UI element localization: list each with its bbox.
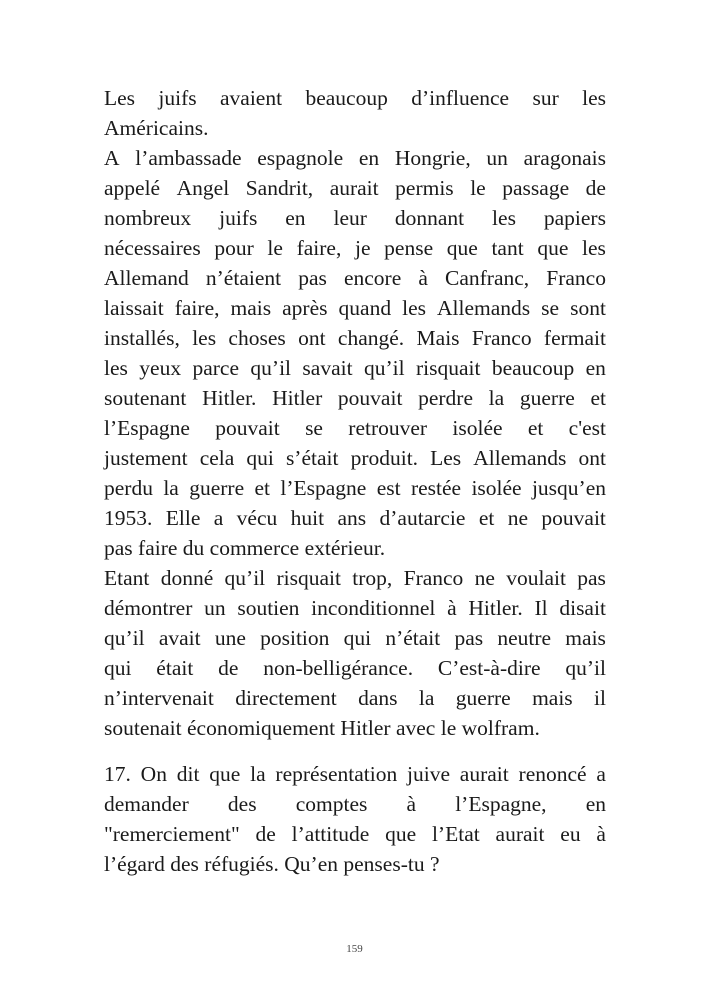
word: d’influence (411, 86, 510, 110)
word: fermait (543, 326, 606, 350)
word: de (255, 822, 276, 846)
word: Hitler (272, 386, 323, 410)
word: renoncé (518, 762, 587, 786)
word: c'est (568, 416, 606, 440)
word: les (582, 236, 606, 260)
word: parce (192, 356, 240, 380)
word: espagnole (257, 146, 344, 170)
word: pas (577, 566, 606, 590)
word: qui (343, 626, 372, 650)
page-body (104, 83, 606, 879)
word: les (104, 356, 128, 380)
word: la (163, 476, 179, 500)
word: d’autarcie (379, 506, 466, 530)
word: juive (407, 762, 450, 786)
word: n’étaient (205, 266, 282, 290)
word: On (140, 762, 167, 786)
word: juifs (158, 86, 197, 110)
word: les (192, 326, 217, 350)
word: guerre (519, 386, 575, 410)
word: savait (302, 356, 353, 380)
word: Hongrie, (394, 146, 471, 170)
word: retrouver (348, 416, 428, 440)
text-line (104, 443, 606, 473)
text-line (104, 819, 606, 849)
word: la (488, 386, 505, 410)
word: en (585, 792, 606, 816)
text-line (104, 323, 606, 353)
word: et (590, 386, 606, 410)
word: huit (290, 506, 325, 530)
word: représentation (275, 762, 398, 786)
text-line (104, 503, 606, 533)
word: sont (570, 296, 606, 320)
word: papiers (543, 206, 606, 230)
word: l’Espagne (280, 476, 367, 500)
word: n’était (385, 626, 441, 650)
word: Allemand (104, 266, 189, 290)
word: en (285, 206, 306, 230)
word: aurait (495, 822, 545, 846)
word: à (406, 792, 417, 816)
text-line (104, 353, 606, 383)
word: guerre (189, 476, 245, 500)
word: encore (343, 266, 402, 290)
word: ne (507, 506, 529, 530)
word: nécessaires (104, 236, 201, 260)
text-line: soutenait économiquement Hitler avec le wolfram. (104, 716, 540, 740)
word: trop, (352, 566, 393, 590)
word: ont (298, 326, 326, 350)
word: Il (534, 596, 548, 620)
word: que (537, 236, 569, 260)
word: une (214, 626, 246, 650)
word: aragonais (523, 146, 606, 170)
word: choses (228, 326, 286, 350)
word: Angel (176, 176, 230, 200)
word: Hitler. (468, 596, 523, 620)
word: beaucoup (305, 86, 388, 110)
word: la (418, 686, 435, 710)
word: à (447, 596, 457, 620)
word: C’est-à-dire (437, 656, 541, 680)
word: se (305, 416, 323, 440)
word: isolée (452, 416, 503, 440)
text-line (104, 413, 606, 443)
word: et (478, 506, 495, 530)
word: les (582, 86, 606, 110)
word: pouvait (541, 506, 606, 530)
word: soutenant (104, 386, 187, 410)
word: produit. (350, 446, 419, 470)
text-line (104, 563, 606, 593)
word: appelé (104, 176, 161, 200)
word: 1953. (104, 506, 153, 530)
word: beaucoup (491, 356, 575, 380)
word: pouvait (215, 416, 280, 440)
word: n’intervenait (104, 686, 214, 710)
paragraph-3 (104, 563, 606, 743)
word: Etant (104, 566, 150, 590)
word: faire, (174, 296, 220, 320)
word: qui (104, 656, 132, 680)
word: a (213, 506, 224, 530)
word: juifs (219, 206, 258, 230)
text-line (104, 653, 606, 683)
word: les (492, 206, 516, 230)
text-line: l’égard des réfugiés. Qu’en penses-tu ? (104, 852, 440, 876)
word: passage (502, 176, 570, 200)
paragraph-1 (104, 83, 606, 143)
word: mais (532, 686, 573, 710)
word: qu’il (250, 356, 292, 380)
word: se (541, 296, 560, 320)
word: qui (246, 446, 274, 470)
word: à (418, 266, 428, 290)
word: l’Espagne (104, 416, 190, 440)
word: donné (160, 566, 214, 590)
word: pour (214, 236, 254, 260)
word: le (470, 176, 486, 200)
word: risquait (415, 356, 481, 380)
word: Allemands (437, 296, 531, 320)
word: je (354, 236, 371, 260)
word: installés, (104, 326, 180, 350)
word: voulait (506, 566, 566, 590)
paragraph-spacer (104, 743, 606, 759)
word: quand (338, 296, 392, 320)
question-17 (104, 759, 606, 879)
text-line (104, 143, 606, 173)
word: ne (474, 566, 495, 590)
word: Les (430, 446, 462, 470)
word: eu (560, 822, 581, 846)
word: donnant (394, 206, 465, 230)
text-line (104, 789, 606, 819)
word: à (596, 822, 606, 846)
text-line (104, 263, 606, 293)
word: pas (454, 626, 484, 650)
word: en (358, 146, 380, 170)
word: Franco (403, 566, 464, 590)
word: perdu (104, 476, 153, 500)
word: est (376, 476, 401, 500)
text-line (104, 623, 606, 653)
text-line: pas faire du commerce extérieur. (104, 536, 386, 560)
word: directement (235, 686, 337, 710)
word: un (204, 596, 226, 620)
word: avait (158, 626, 201, 650)
word: risquait (276, 566, 341, 590)
word: l’ambassade (135, 146, 242, 170)
word: des (227, 792, 257, 816)
word: un (486, 146, 508, 170)
word: inconditionnel (311, 596, 436, 620)
word: après (282, 296, 328, 320)
word: l’Espagne, (455, 792, 547, 816)
word: Franco (546, 266, 606, 290)
word: "remerciement" (104, 822, 240, 846)
text-line (104, 293, 606, 323)
word: aurait (459, 762, 509, 786)
word: faire, (296, 236, 342, 260)
word: pouvait (337, 386, 403, 410)
word: mais (565, 626, 606, 650)
text-line (104, 83, 606, 113)
word: était (156, 656, 194, 680)
word: Elle (165, 506, 201, 530)
word: Canfranc, (445, 266, 530, 290)
word: permis (395, 176, 454, 200)
word: et (254, 476, 270, 500)
word: yeux (139, 356, 182, 380)
word: restée (410, 476, 462, 500)
word: en (585, 356, 606, 380)
word: qu’il (104, 626, 145, 650)
word: disait (559, 596, 606, 620)
word: la (250, 762, 266, 786)
text-line (104, 173, 606, 203)
word: cela (199, 446, 235, 470)
word: de (585, 176, 606, 200)
word: s’était (285, 446, 339, 470)
text-line (104, 759, 606, 789)
word: Mais (416, 326, 460, 350)
word: jusqu’en (531, 476, 606, 500)
word: et (527, 416, 544, 440)
word: Franco (471, 326, 532, 350)
paragraph-2 (104, 143, 606, 563)
word: tant (491, 236, 524, 260)
word: que (209, 762, 241, 786)
word: que (385, 822, 417, 846)
word: aurait (329, 176, 379, 200)
word: qu’il (565, 656, 606, 680)
word: pas (298, 266, 327, 290)
word: vécu (236, 506, 278, 530)
text-line (104, 473, 606, 503)
word: perdre (418, 386, 473, 410)
text-line (104, 233, 606, 263)
word: qu’il (363, 356, 405, 380)
word: Hitler. (202, 386, 257, 410)
word: position (260, 626, 330, 650)
word: qu’il (224, 566, 266, 590)
word: ont (578, 446, 606, 470)
word: neutre (497, 626, 552, 650)
word: avaient (220, 86, 283, 110)
word: que (446, 236, 478, 260)
word: l’Etat (431, 822, 480, 846)
word: l’attitude (291, 822, 370, 846)
word: pense (384, 236, 434, 260)
word: A (104, 146, 120, 170)
word: isolée (471, 476, 522, 500)
word: il (594, 686, 606, 710)
word: mais (230, 296, 272, 320)
word: sur (532, 86, 559, 110)
word: Les (104, 86, 136, 110)
text-line (104, 593, 606, 623)
word: le (267, 236, 283, 260)
word: nombreux (104, 206, 192, 230)
word: changé. (337, 326, 405, 350)
word: comptes (295, 792, 368, 816)
word: guerre (455, 686, 511, 710)
word: dit (176, 762, 200, 786)
word: Allemands (473, 446, 567, 470)
word: demander (104, 792, 189, 816)
word: a (596, 762, 606, 786)
word: de (218, 656, 239, 680)
text-line: Américains. (104, 116, 209, 140)
word: justement (104, 446, 188, 470)
word: Sandrit, (245, 176, 314, 200)
word: dans (358, 686, 398, 710)
text-line (104, 203, 606, 233)
word: soutien (237, 596, 300, 620)
text-line (104, 683, 606, 713)
word: les (402, 296, 426, 320)
word: leur (333, 206, 367, 230)
word: 17. (104, 762, 131, 786)
word: démontrer (104, 596, 193, 620)
page-number: 159 (346, 943, 363, 955)
word: ans (337, 506, 367, 530)
word: laissait (104, 296, 164, 320)
text-line (104, 383, 606, 413)
word: non-belligérance. (263, 656, 414, 680)
